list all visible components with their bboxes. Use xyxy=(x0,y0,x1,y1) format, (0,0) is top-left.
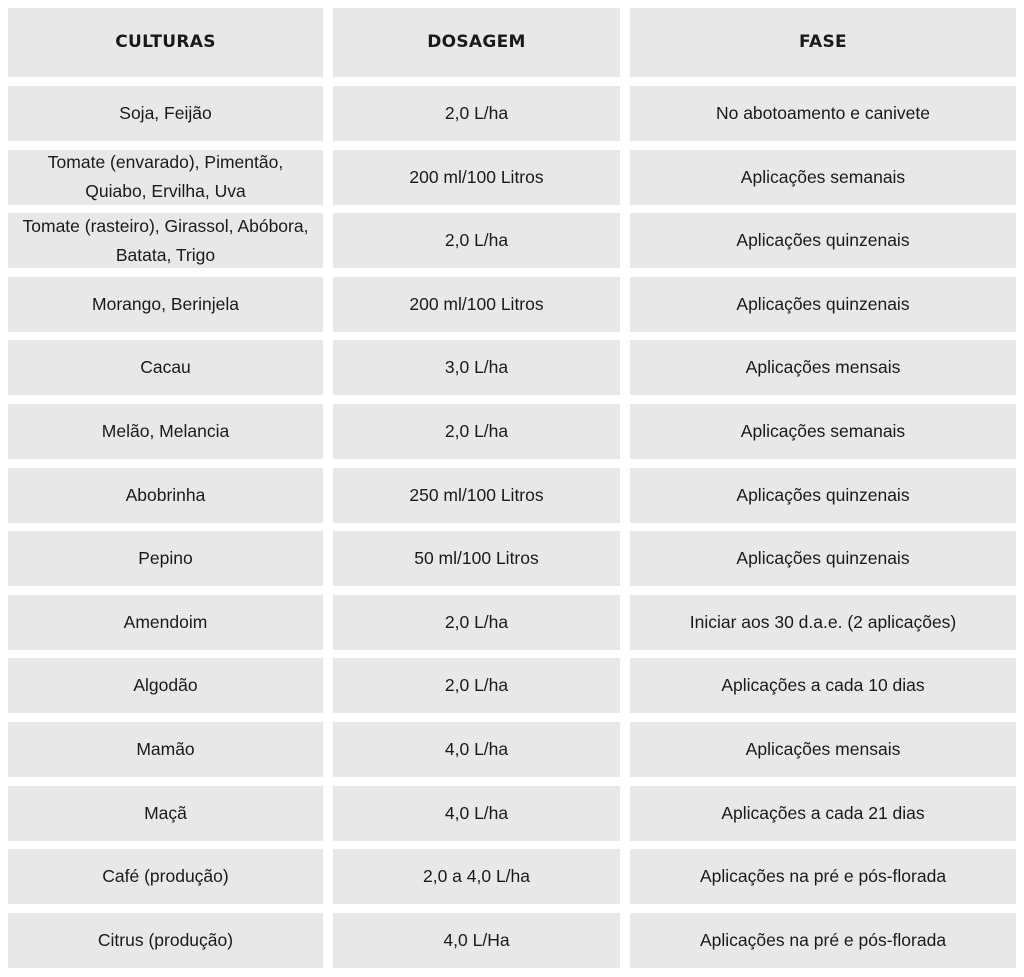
cell-culturas: Mamão xyxy=(8,722,323,777)
cell-dosagem: 2,0 L/ha xyxy=(333,595,620,650)
table-row xyxy=(8,213,1016,268)
cell-fase: Aplicações semanais xyxy=(630,150,1016,205)
cell-fase: Iniciar aos 30 d.a.e. (2 aplicações) xyxy=(630,595,1016,650)
cell-culturas: Soja, Feijão xyxy=(8,86,323,141)
cell-fase: Aplicações quinzenais xyxy=(630,468,1016,523)
table-row xyxy=(8,340,1016,395)
cell-fase: Aplicações mensais xyxy=(630,340,1016,395)
cell-fase: Aplicações quinzenais xyxy=(630,213,1016,268)
cell-culturas: Tomate (rasteiro), Girassol, Abóbora, Batata, Trigo xyxy=(8,213,323,268)
header-dosagem: DOSAGEM xyxy=(333,8,620,77)
dosage-table xyxy=(8,8,1016,976)
cell-fase: Aplicações na pré e pós-florada xyxy=(630,913,1016,968)
cell-fase: No abotoamento e canivete xyxy=(630,86,1016,141)
cell-dosagem: 200 ml/100 Litros xyxy=(333,277,620,332)
cell-culturas: Citrus (produção) xyxy=(8,913,323,968)
table-row xyxy=(8,404,1016,459)
cell-fase: Aplicações quinzenais xyxy=(630,531,1016,586)
table-row xyxy=(8,595,1016,650)
cell-fase: Aplicações a cada 10 dias xyxy=(630,658,1016,713)
cell-dosagem: 2,0 L/ha xyxy=(333,213,620,268)
table-row xyxy=(8,786,1016,841)
table-body xyxy=(8,86,1016,968)
cell-culturas: Tomate (envarado), Pimentão, Quiabo, Ervilha, Uva xyxy=(8,150,323,205)
cell-fase: Aplicações na pré e pós-florada xyxy=(630,849,1016,904)
cell-culturas: Cacau xyxy=(8,340,323,395)
cell-dosagem: 4,0 L/ha xyxy=(333,722,620,777)
table-row xyxy=(8,277,1016,332)
cell-dosagem: 4,0 L/Ha xyxy=(333,913,620,968)
cell-dosagem: 2,0 L/ha xyxy=(333,86,620,141)
table-row xyxy=(8,658,1016,713)
cell-fase: Aplicações semanais xyxy=(630,404,1016,459)
header-fase: FASE xyxy=(630,8,1016,77)
cell-dosagem: 250 ml/100 Litros xyxy=(333,468,620,523)
cell-dosagem: 3,0 L/ha xyxy=(333,340,620,395)
cell-culturas: Pepino xyxy=(8,531,323,586)
cell-dosagem: 2,0 a 4,0 L/ha xyxy=(333,849,620,904)
cell-dosagem: 50 ml/100 Litros xyxy=(333,531,620,586)
cell-culturas: Melão, Melancia xyxy=(8,404,323,459)
cell-dosagem: 2,0 L/ha xyxy=(333,404,620,459)
table-row xyxy=(8,722,1016,777)
cell-culturas: Café (produção) xyxy=(8,849,323,904)
cell-culturas: Algodão xyxy=(8,658,323,713)
cell-dosagem: 4,0 L/ha xyxy=(333,786,620,841)
table-row xyxy=(8,913,1016,968)
cell-fase: Aplicações a cada 21 dias xyxy=(630,786,1016,841)
cell-culturas: Abobrinha xyxy=(8,468,323,523)
table-row xyxy=(8,150,1016,205)
table-row xyxy=(8,849,1016,904)
table-row xyxy=(8,86,1016,141)
header-culturas: CULTURAS xyxy=(8,8,323,77)
cell-fase: Aplicações mensais xyxy=(630,722,1016,777)
cell-dosagem: 200 ml/100 Litros xyxy=(333,150,620,205)
table-row xyxy=(8,531,1016,586)
cell-fase: Aplicações quinzenais xyxy=(630,277,1016,332)
cell-dosagem: 2,0 L/ha xyxy=(333,658,620,713)
cell-culturas: Morango, Berinjela xyxy=(8,277,323,332)
cell-culturas: Maçã xyxy=(8,786,323,841)
cell-culturas: Amendoim xyxy=(8,595,323,650)
table-header-row xyxy=(8,8,1016,77)
table-row xyxy=(8,468,1016,523)
